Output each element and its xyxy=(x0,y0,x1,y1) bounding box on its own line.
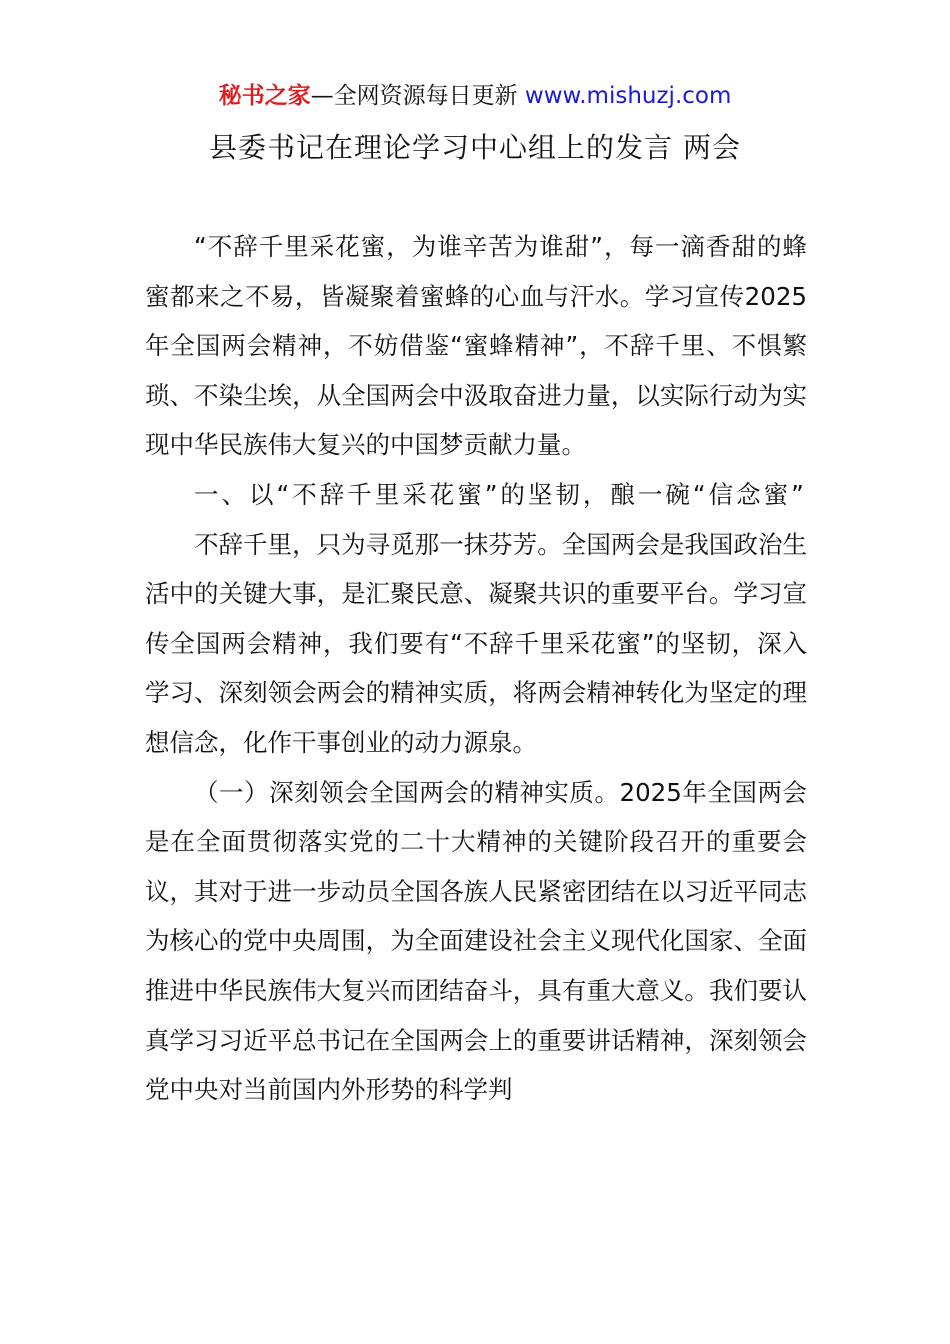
site-header xyxy=(0,80,950,112)
subsection-paragraph: （一）深刻领会全国两会的精神实质。2025年全国两会是在全面贯彻落实党的二十大精神的关键阶段召开的重要会议，其对于进一步动员全国各族人民紧密团结在以习近平同志为核心的党中央周围，为全面建设社会主义现代化国家、全面推进中华民族伟大复兴而团结奋斗，具有重大意义。我们要认真学习习近平总书记在全国两会上的重要讲话精神，深刻领会党中央对当前国内外形势的科学判 xyxy=(145,777,807,1105)
section-paragraph: 不辞千里，只为寻觅那一抹芬芳。全国两会是我国政治生活中的关键大事，是汇聚民意、凝聚共识的重要平台。学习宣传全国两会精神，我们要有“不辞千里采花蜜”的坚韧，深入学习、深刻领会两会的精神实质，将两会精神转化为坚定的理想信念，化作干事创业的动力源泉。 xyxy=(145,529,807,757)
document-body xyxy=(145,222,807,1115)
site-url-link[interactable]: www.mishuzj.com xyxy=(524,83,732,109)
intro-paragraph: “不辞千里采花蜜，为谁辛苦为谁甜”，每一滴香甜的蜂蜜都来之不易，皆凝聚着蜜蜂的心血与汗水。学习宣传2025年全国两会精神，不妨借鉴“蜜蜂精神”，不辞千里、不惧繁琐、不染尘埃，从全国两会中汲取奋进力量，以实际行动为实现中华民族伟大复兴的中国梦贡献力量。 xyxy=(145,232,807,460)
site-tagline: —全网资源每日更新 xyxy=(310,83,518,109)
site-brand: 秘书之家 xyxy=(218,83,311,109)
document-title: 县委书记在理论学习中心组上的发言 两会 xyxy=(209,131,741,164)
section-heading-1: 一、以“不辞千里采花蜜”的坚韧，酿一碗“信念蜜” xyxy=(194,479,807,509)
